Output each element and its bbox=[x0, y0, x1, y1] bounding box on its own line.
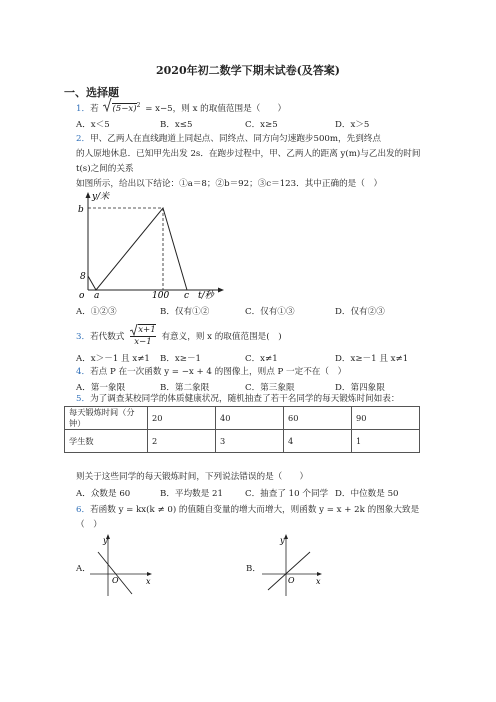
radicand: (5−x) bbox=[112, 103, 137, 114]
question-1 bbox=[76, 100, 286, 115]
y-axis-arrow-icon bbox=[284, 534, 288, 539]
question-2-number: 2． bbox=[76, 134, 91, 144]
origin-label: O bbox=[112, 576, 119, 585]
x-label: x bbox=[146, 577, 151, 586]
question-1-pre: 若 bbox=[90, 103, 99, 114]
question-2-text-1: 甲、乙两人在直线跑道上同起点、同终点、同方向匀速跑步500m，先到终点 bbox=[90, 134, 382, 144]
question-3-number: 3． bbox=[76, 332, 91, 342]
exponent: 2 bbox=[136, 102, 141, 109]
origin-label: O bbox=[288, 576, 295, 585]
x-axis-arrow-icon bbox=[147, 572, 152, 576]
q5-option-a[interactable]: A．众数是 60 bbox=[76, 489, 131, 499]
option-a-graph bbox=[88, 532, 168, 598]
q4-option-c[interactable]: C．第三象限 bbox=[245, 383, 295, 393]
table-cell: 90 bbox=[352, 407, 420, 430]
question-2-line-1 bbox=[76, 134, 381, 145]
question-4-number: 4． bbox=[76, 367, 91, 377]
paper-title: 2020年初二数学下期末试卷(及答案) bbox=[155, 64, 341, 77]
table-cell: 1 bbox=[352, 430, 420, 453]
y-label: y bbox=[280, 536, 285, 545]
fraction-expression bbox=[130, 325, 156, 348]
radical-sign-icon bbox=[103, 98, 112, 112]
a-label: a bbox=[94, 291, 100, 301]
function-line bbox=[98, 552, 132, 594]
q5-option-c[interactable]: C．抽查了 10 个同学 bbox=[245, 489, 329, 499]
table-cell: 20 bbox=[148, 407, 216, 430]
question-5-number: 5． bbox=[76, 394, 91, 404]
table-cell: 每天锻炼时间（分钟） bbox=[65, 407, 148, 430]
question-5-text: 为了调查某校同学的体质健康状况，随机抽查了若干名同学的每天锻炼时间如表： bbox=[90, 394, 400, 404]
origin-label: o bbox=[79, 291, 85, 301]
fraction-numerator bbox=[130, 325, 156, 336]
distance-curve bbox=[88, 208, 187, 290]
radical-sign-icon bbox=[130, 324, 138, 336]
question-6-text: 若函数 y = kx(k ≠ 0) 的值随自变量的增大而增大，则函数 y = x + 2k 的图象大致是 bbox=[90, 505, 420, 515]
q3-option-c[interactable]: C．x≠1 bbox=[245, 354, 278, 364]
distance-time-graph bbox=[70, 190, 230, 302]
q2-option-b[interactable]: B．仅有①② bbox=[160, 307, 210, 317]
q1-option-d[interactable]: D．x＞5 bbox=[335, 120, 370, 130]
q4-option-a[interactable]: A．第一象限 bbox=[76, 383, 126, 393]
table-cell: 40 bbox=[216, 407, 284, 430]
question-6-number: 6． bbox=[76, 505, 91, 515]
question-4-text: 若点 P 在一次函数 y = −x + 4 的图像上，则点 P 一定不在（ ） bbox=[90, 367, 347, 377]
question-5 bbox=[76, 394, 399, 405]
q6-option-a[interactable]: A． bbox=[76, 564, 91, 574]
hundred-label: 100 bbox=[152, 291, 170, 301]
question-3-pre: 若代数式 bbox=[90, 332, 125, 342]
question-1-number: 1． bbox=[76, 103, 91, 114]
b-label: b bbox=[78, 205, 84, 215]
table-cell: 3 bbox=[216, 430, 284, 453]
table-cell: 60 bbox=[284, 407, 352, 430]
table-cell: 2 bbox=[148, 430, 216, 453]
table-cell: 学生数 bbox=[65, 430, 148, 453]
q3-option-b[interactable]: B．x≥－1 bbox=[160, 354, 202, 364]
q6-option-b[interactable]: B． bbox=[246, 564, 261, 574]
question-2-line-3: t(s)之间的关系 bbox=[76, 164, 134, 174]
q2-option-d[interactable]: D．仅有②③ bbox=[335, 307, 385, 317]
q2-option-a[interactable]: A．①②③ bbox=[76, 307, 117, 317]
question-5-after: 则关于这些同学的每天锻炼时间，下列说法错误的是（ ） bbox=[76, 472, 309, 482]
numerator-text: x+1 bbox=[138, 325, 156, 335]
q1-option-a[interactable]: A．x＜5 bbox=[76, 120, 110, 130]
x-axis-arrow-icon bbox=[218, 288, 224, 293]
question-6-paren: （ ） bbox=[76, 520, 102, 530]
q4-option-d[interactable]: D．第四象限 bbox=[335, 383, 385, 393]
table-row bbox=[65, 407, 420, 430]
q1-option-b[interactable]: B．x≤5 bbox=[160, 120, 193, 130]
y-axis-arrow-icon bbox=[86, 192, 91, 198]
question-2-line-4: 如图所示，给出以下结论：①a＝8；②b＝92；③c＝123．其中正确的是（ ） bbox=[76, 179, 383, 189]
q5-option-b[interactable]: B．平均数是 21 bbox=[160, 489, 223, 499]
q3-option-d[interactable]: D．x≥－1 且 x≠1 bbox=[335, 354, 409, 364]
exercise-time-table bbox=[64, 406, 420, 453]
x-label: x bbox=[316, 577, 321, 586]
q2-option-c[interactable]: C．仅有①③ bbox=[245, 307, 295, 317]
y-label: y bbox=[103, 536, 108, 545]
question-4 bbox=[76, 367, 346, 378]
section-heading: 一、选择题 bbox=[64, 86, 119, 99]
eight-label: 8 bbox=[80, 272, 86, 282]
sqrt-expression bbox=[103, 100, 140, 115]
y-axis-label: y/米 bbox=[92, 192, 110, 202]
q5-option-d[interactable]: D．中位数是 50 bbox=[335, 489, 399, 499]
question-3-post: 有意义，则 x 的取值范围是( ) bbox=[161, 332, 282, 342]
question-6 bbox=[76, 505, 419, 516]
q1-option-c[interactable]: C．x≥5 bbox=[245, 120, 278, 130]
option-b-graph bbox=[258, 532, 338, 598]
question-1-post: = x−5，则 x 的取值范围是（ ） bbox=[145, 103, 287, 114]
question-3 bbox=[76, 325, 282, 348]
fraction-denominator: x−1 bbox=[130, 336, 156, 348]
q3-option-a[interactable]: A．x＞－1 且 x≠1 bbox=[76, 354, 150, 364]
q4-option-b[interactable]: B．第二象限 bbox=[160, 383, 210, 393]
c-label: c bbox=[184, 291, 190, 301]
x-axis-arrow-icon bbox=[317, 572, 322, 576]
x-axis-label: t/秒 bbox=[198, 291, 214, 301]
question-2-line-2: 的人原地休息．已知甲先出发 2s．在跑步过程中，甲、乙两人的距离 y(m)与乙出发的时间 bbox=[76, 149, 421, 159]
table-row bbox=[65, 430, 420, 453]
table-cell: 4 bbox=[284, 430, 352, 453]
